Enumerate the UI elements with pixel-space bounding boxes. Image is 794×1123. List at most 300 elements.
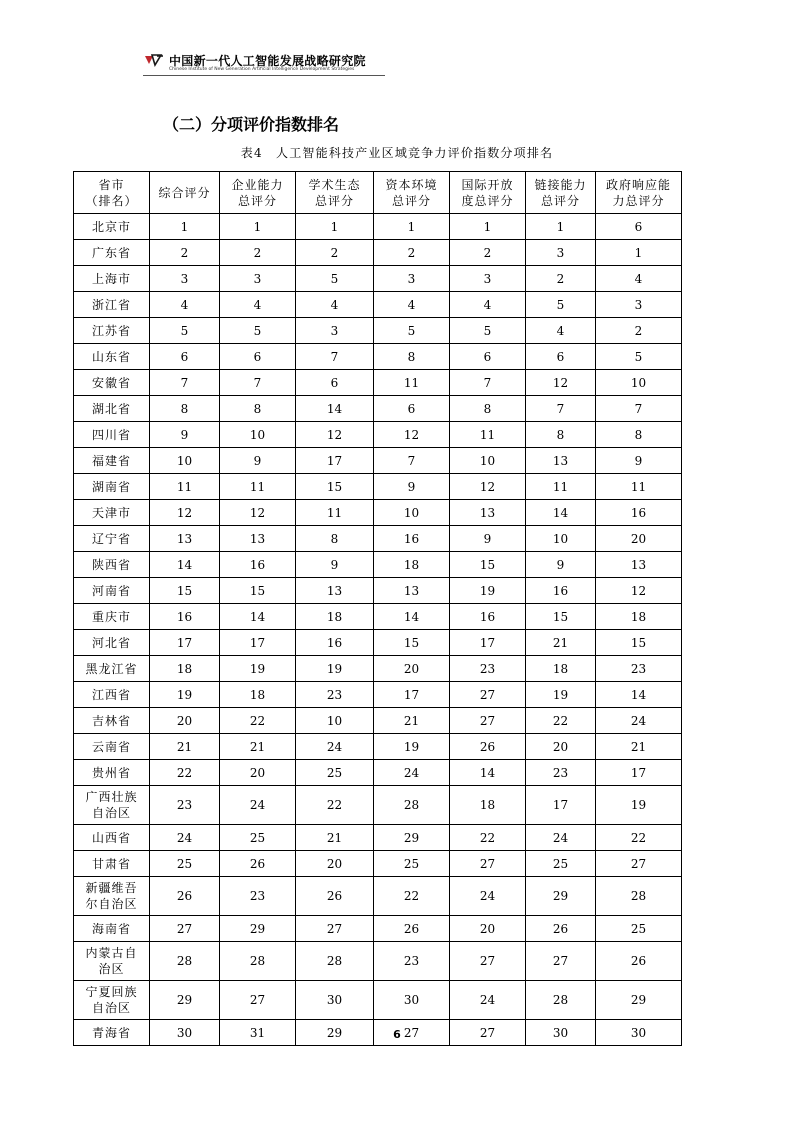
rank-cell: 22 [374, 877, 450, 916]
rank-cell: 7 [374, 448, 450, 474]
rank-cell: 25 [526, 851, 596, 877]
column-header [596, 172, 682, 214]
province-cell [74, 604, 150, 630]
rank-cell: 26 [526, 916, 596, 942]
rank-cell: 18 [596, 604, 682, 630]
rank-cell: 5 [150, 318, 220, 344]
rank-cell: 7 [220, 370, 296, 396]
province-cell [74, 422, 150, 448]
province-name-line: 黑龙江省 [85, 661, 138, 676]
column-header-line: 国际开放 [461, 177, 514, 192]
province-name-line: 青海省 [91, 1025, 131, 1040]
column-header-line: 总评分 [314, 193, 354, 208]
rank-cell: 8 [526, 422, 596, 448]
rank-cell: 15 [596, 630, 682, 656]
rank-cell: 20 [296, 851, 374, 877]
column-header-line: 总评分 [540, 193, 580, 208]
rank-cell: 23 [596, 656, 682, 682]
rank-cell: 13 [150, 526, 220, 552]
rank-cell: 30 [374, 981, 450, 1020]
rank-cell: 28 [374, 786, 450, 825]
province-cell [74, 708, 150, 734]
province-cell [74, 396, 150, 422]
rank-cell: 22 [526, 708, 596, 734]
rank-cell: 11 [526, 474, 596, 500]
rank-cell: 8 [220, 396, 296, 422]
table-row [74, 981, 682, 1020]
rank-cell: 13 [374, 578, 450, 604]
table-body [74, 214, 682, 1046]
rank-cell: 27 [450, 708, 526, 734]
rank-cell: 29 [296, 1020, 374, 1046]
rank-cell: 14 [450, 760, 526, 786]
rank-cell: 14 [374, 604, 450, 630]
rank-cell: 15 [526, 604, 596, 630]
rank-cell: 5 [450, 318, 526, 344]
province-name-line: 尔自治区 [85, 897, 138, 911]
province-cell [74, 760, 150, 786]
rank-cell: 1 [526, 214, 596, 240]
rank-cell: 11 [596, 474, 682, 500]
province-cell [74, 630, 150, 656]
table-row [74, 760, 682, 786]
province-cell [74, 916, 150, 942]
province-cell [74, 786, 150, 825]
rank-cell: 24 [596, 708, 682, 734]
rank-cell: 16 [150, 604, 220, 630]
rank-cell: 19 [450, 578, 526, 604]
rank-cell: 21 [296, 825, 374, 851]
rank-cell: 6 [374, 396, 450, 422]
table-row [74, 214, 682, 240]
rank-cell: 14 [596, 682, 682, 708]
rank-cell: 24 [450, 877, 526, 916]
table-row [74, 500, 682, 526]
province-name-line: 山西省 [91, 830, 131, 845]
rank-cell: 1 [220, 214, 296, 240]
rank-cell: 26 [150, 877, 220, 916]
table-row [74, 474, 682, 500]
table-row [74, 656, 682, 682]
rank-cell: 8 [374, 344, 450, 370]
rank-cell: 19 [374, 734, 450, 760]
cingai-logo-icon [143, 52, 165, 70]
rank-cell: 15 [220, 578, 296, 604]
rank-cell: 1 [150, 214, 220, 240]
rank-cell: 10 [150, 448, 220, 474]
rank-cell: 17 [450, 630, 526, 656]
rank-cell: 9 [150, 422, 220, 448]
rank-cell: 2 [596, 318, 682, 344]
rank-cell: 25 [596, 916, 682, 942]
rank-cell: 11 [450, 422, 526, 448]
province-cell [74, 578, 150, 604]
rank-cell: 16 [596, 500, 682, 526]
rank-cell: 17 [220, 630, 296, 656]
rank-cell: 10 [526, 526, 596, 552]
column-header-line: 总评分 [391, 193, 431, 208]
rank-cell: 21 [374, 708, 450, 734]
rank-cell: 27 [374, 1020, 450, 1046]
rank-cell: 30 [526, 1020, 596, 1046]
table-row [74, 448, 682, 474]
rank-cell: 10 [220, 422, 296, 448]
rank-cell: 4 [596, 266, 682, 292]
rank-cell: 20 [596, 526, 682, 552]
rank-cell: 4 [526, 318, 596, 344]
table-row [74, 240, 682, 266]
rank-cell: 27 [450, 942, 526, 981]
rank-cell: 11 [220, 474, 296, 500]
rank-cell: 2 [450, 240, 526, 266]
rank-cell: 29 [526, 877, 596, 916]
rank-cell: 3 [150, 266, 220, 292]
rank-cell: 30 [596, 1020, 682, 1046]
rank-cell: 28 [526, 981, 596, 1020]
rank-cell: 20 [220, 760, 296, 786]
rank-cell: 31 [220, 1020, 296, 1046]
rank-cell: 24 [526, 825, 596, 851]
rank-cell: 24 [450, 981, 526, 1020]
rank-cell: 6 [220, 344, 296, 370]
table-row [74, 266, 682, 292]
rank-cell: 6 [596, 214, 682, 240]
column-header-line: （排名） [85, 193, 138, 208]
province-name-line: 海南省 [91, 921, 131, 936]
rank-cell: 19 [526, 682, 596, 708]
rank-cell: 13 [220, 526, 296, 552]
province-name-line: 四川省 [91, 427, 131, 442]
rank-cell: 26 [296, 877, 374, 916]
rank-cell: 27 [296, 916, 374, 942]
province-cell [74, 266, 150, 292]
rank-cell: 12 [596, 578, 682, 604]
table-row [74, 552, 682, 578]
table-row [74, 682, 682, 708]
province-name-line: 江西省 [91, 687, 131, 702]
rank-cell: 26 [374, 916, 450, 942]
table-row [74, 526, 682, 552]
province-name-line: 吉林省 [91, 713, 131, 728]
rank-cell: 18 [150, 656, 220, 682]
rank-cell: 18 [296, 604, 374, 630]
rank-cell: 13 [450, 500, 526, 526]
column-header-line: 学术生态 [308, 177, 361, 192]
column-header-line: 综合评分 [158, 185, 211, 200]
province-cell [74, 214, 150, 240]
province-name-line: 贵州省 [91, 765, 131, 780]
rank-cell: 15 [296, 474, 374, 500]
org-name-en: Chinese Institute of New Generation Artificial Intelligence Development Strategies [169, 67, 355, 72]
rank-cell: 27 [150, 916, 220, 942]
rank-cell: 23 [374, 942, 450, 981]
rank-cell: 23 [150, 786, 220, 825]
rank-cell: 9 [526, 552, 596, 578]
column-header [220, 172, 296, 214]
province-name-line: 天津市 [91, 505, 131, 520]
table-row [74, 630, 682, 656]
province-name-line: 湖北省 [91, 401, 131, 416]
rank-cell: 22 [450, 825, 526, 851]
rank-cell: 19 [596, 786, 682, 825]
rank-cell: 29 [220, 916, 296, 942]
column-header-line: 省市 [98, 177, 125, 192]
table-row [74, 604, 682, 630]
rank-cell: 14 [296, 396, 374, 422]
province-cell [74, 552, 150, 578]
column-header [450, 172, 526, 214]
header-rule [143, 75, 385, 76]
rank-cell: 23 [296, 682, 374, 708]
rank-cell: 17 [596, 760, 682, 786]
province-cell [74, 877, 150, 916]
rank-cell: 23 [526, 760, 596, 786]
table-row [74, 916, 682, 942]
rank-cell: 17 [526, 786, 596, 825]
rank-cell: 15 [450, 552, 526, 578]
rank-cell: 12 [220, 500, 296, 526]
rank-cell: 20 [450, 916, 526, 942]
rank-cell: 3 [450, 266, 526, 292]
rank-cell: 16 [296, 630, 374, 656]
province-cell [74, 825, 150, 851]
page-number: 6 [393, 1028, 401, 1041]
rank-cell: 14 [526, 500, 596, 526]
province-cell [74, 370, 150, 396]
rank-cell: 23 [220, 877, 296, 916]
rank-cell: 21 [596, 734, 682, 760]
table-row [74, 422, 682, 448]
rank-cell: 7 [596, 396, 682, 422]
province-name-line: 广西壮族 [85, 790, 138, 804]
province-name-line: 治区 [98, 962, 125, 976]
province-name-line: 甘肃省 [91, 856, 131, 871]
rank-cell: 12 [450, 474, 526, 500]
table-caption: 表4 人工智能科技产业区域竞争力评价指数分项排名 [240, 146, 554, 160]
province-cell [74, 682, 150, 708]
column-header-line: 资本环境 [385, 177, 438, 192]
rank-cell: 9 [296, 552, 374, 578]
rank-cell: 1 [450, 214, 526, 240]
province-name-line: 上海市 [91, 271, 131, 286]
rank-cell: 11 [150, 474, 220, 500]
rank-cell: 27 [596, 851, 682, 877]
province-name-line: 云南省 [91, 739, 131, 754]
rank-cell: 30 [150, 1020, 220, 1046]
rank-cell: 16 [526, 578, 596, 604]
rank-cell: 13 [526, 448, 596, 474]
rank-cell: 2 [526, 266, 596, 292]
rank-cell: 10 [296, 708, 374, 734]
rank-cell: 19 [220, 656, 296, 682]
rank-cell: 23 [450, 656, 526, 682]
rank-cell: 27 [220, 981, 296, 1020]
rank-cell: 26 [220, 851, 296, 877]
rank-cell: 5 [296, 266, 374, 292]
rank-cell: 15 [374, 630, 450, 656]
rank-cell: 24 [374, 760, 450, 786]
column-header-line: 政府响应能 [605, 177, 671, 192]
rank-cell: 4 [150, 292, 220, 318]
rank-cell: 13 [596, 552, 682, 578]
table-row [74, 292, 682, 318]
province-name-line: 河南省 [91, 583, 131, 598]
rank-cell: 8 [150, 396, 220, 422]
province-cell [74, 656, 150, 682]
rank-cell: 16 [450, 604, 526, 630]
rank-cell: 14 [150, 552, 220, 578]
table-row [74, 942, 682, 981]
rank-cell: 8 [296, 526, 374, 552]
document-header [143, 50, 385, 78]
province-name-line: 湖南省 [91, 479, 131, 494]
rank-cell: 27 [450, 1020, 526, 1046]
rank-cell: 11 [374, 370, 450, 396]
rank-cell: 9 [596, 448, 682, 474]
rank-cell: 17 [150, 630, 220, 656]
province-name-line: 新疆维吾 [85, 881, 138, 895]
rank-cell: 28 [296, 942, 374, 981]
rank-cell: 21 [150, 734, 220, 760]
rank-cell: 20 [150, 708, 220, 734]
rank-cell: 5 [526, 292, 596, 318]
rank-cell: 30 [296, 981, 374, 1020]
table-row [74, 370, 682, 396]
rank-cell: 17 [374, 682, 450, 708]
rank-cell: 25 [220, 825, 296, 851]
rank-cell: 12 [526, 370, 596, 396]
province-cell [74, 526, 150, 552]
province-name-line: 辽宁省 [91, 531, 131, 546]
rank-cell: 22 [296, 786, 374, 825]
rank-cell: 28 [220, 942, 296, 981]
rank-cell: 16 [374, 526, 450, 552]
rank-cell: 21 [220, 734, 296, 760]
rank-cell: 12 [374, 422, 450, 448]
province-cell [74, 448, 150, 474]
rank-cell: 10 [596, 370, 682, 396]
table-row [74, 344, 682, 370]
table-row [74, 734, 682, 760]
ranking-table [73, 171, 682, 1046]
rank-cell: 25 [150, 851, 220, 877]
rank-cell: 5 [596, 344, 682, 370]
rank-cell: 15 [150, 578, 220, 604]
table-row [74, 708, 682, 734]
rank-cell: 24 [220, 786, 296, 825]
rank-cell: 4 [220, 292, 296, 318]
rank-cell: 18 [450, 786, 526, 825]
rank-cell: 28 [596, 877, 682, 916]
rank-cell: 29 [374, 825, 450, 851]
rank-cell: 9 [450, 526, 526, 552]
rank-cell: 27 [526, 942, 596, 981]
rank-cell: 29 [596, 981, 682, 1020]
rank-cell: 2 [374, 240, 450, 266]
column-header-line: 链接能力 [534, 177, 587, 192]
province-name-line: 陕西省 [91, 557, 131, 572]
table-row [74, 877, 682, 916]
rank-cell: 3 [526, 240, 596, 266]
column-header-line: 总评分 [237, 193, 277, 208]
rank-cell: 14 [220, 604, 296, 630]
rank-cell: 6 [526, 344, 596, 370]
rank-cell: 19 [150, 682, 220, 708]
rank-cell: 8 [596, 422, 682, 448]
rank-cell: 21 [526, 630, 596, 656]
rank-cell: 22 [220, 708, 296, 734]
province-name-line: 宁夏回族 [85, 985, 138, 999]
table-row [74, 851, 682, 877]
rank-cell: 3 [374, 266, 450, 292]
column-header [74, 172, 150, 214]
province-cell [74, 292, 150, 318]
column-header [374, 172, 450, 214]
rank-cell: 8 [450, 396, 526, 422]
rank-cell: 27 [450, 851, 526, 877]
table-row [74, 578, 682, 604]
rank-cell: 9 [374, 474, 450, 500]
rank-cell: 7 [450, 370, 526, 396]
rank-cell: 1 [374, 214, 450, 240]
table-row [74, 318, 682, 344]
rank-cell: 6 [450, 344, 526, 370]
rank-cell: 4 [296, 292, 374, 318]
column-header [150, 172, 220, 214]
rank-cell: 22 [596, 825, 682, 851]
rank-cell: 10 [450, 448, 526, 474]
rank-cell: 3 [220, 266, 296, 292]
province-cell [74, 474, 150, 500]
rank-cell: 7 [526, 396, 596, 422]
rank-cell: 2 [296, 240, 374, 266]
province-cell [74, 240, 150, 266]
province-name-line: 北京市 [91, 219, 131, 234]
rank-cell: 18 [526, 656, 596, 682]
rank-cell: 3 [296, 318, 374, 344]
rank-cell: 25 [296, 760, 374, 786]
section-title: （二）分项评价指数排名 [163, 115, 340, 134]
rank-cell: 25 [374, 851, 450, 877]
province-cell [74, 318, 150, 344]
rank-cell: 16 [220, 552, 296, 578]
province-cell [74, 500, 150, 526]
rank-cell: 24 [296, 734, 374, 760]
rank-cell: 17 [296, 448, 374, 474]
table-row [74, 396, 682, 422]
rank-cell: 11 [296, 500, 374, 526]
column-header [296, 172, 374, 214]
province-name-line: 安徽省 [91, 375, 131, 390]
province-cell [74, 942, 150, 981]
province-cell [74, 851, 150, 877]
province-name-line: 山东省 [91, 349, 131, 364]
province-name-line: 河北省 [91, 635, 131, 650]
rank-cell: 18 [374, 552, 450, 578]
rank-cell: 4 [374, 292, 450, 318]
province-name-line: 重庆市 [91, 609, 131, 624]
province-name-line: 浙江省 [91, 297, 131, 312]
column-header [526, 172, 596, 214]
rank-cell: 1 [296, 214, 374, 240]
province-cell [74, 981, 150, 1020]
table-header-row [74, 172, 682, 214]
province-cell [74, 734, 150, 760]
province-name-line: 自治区 [91, 1001, 131, 1015]
rank-cell: 22 [150, 760, 220, 786]
rank-cell: 7 [296, 344, 374, 370]
rank-cell: 26 [450, 734, 526, 760]
